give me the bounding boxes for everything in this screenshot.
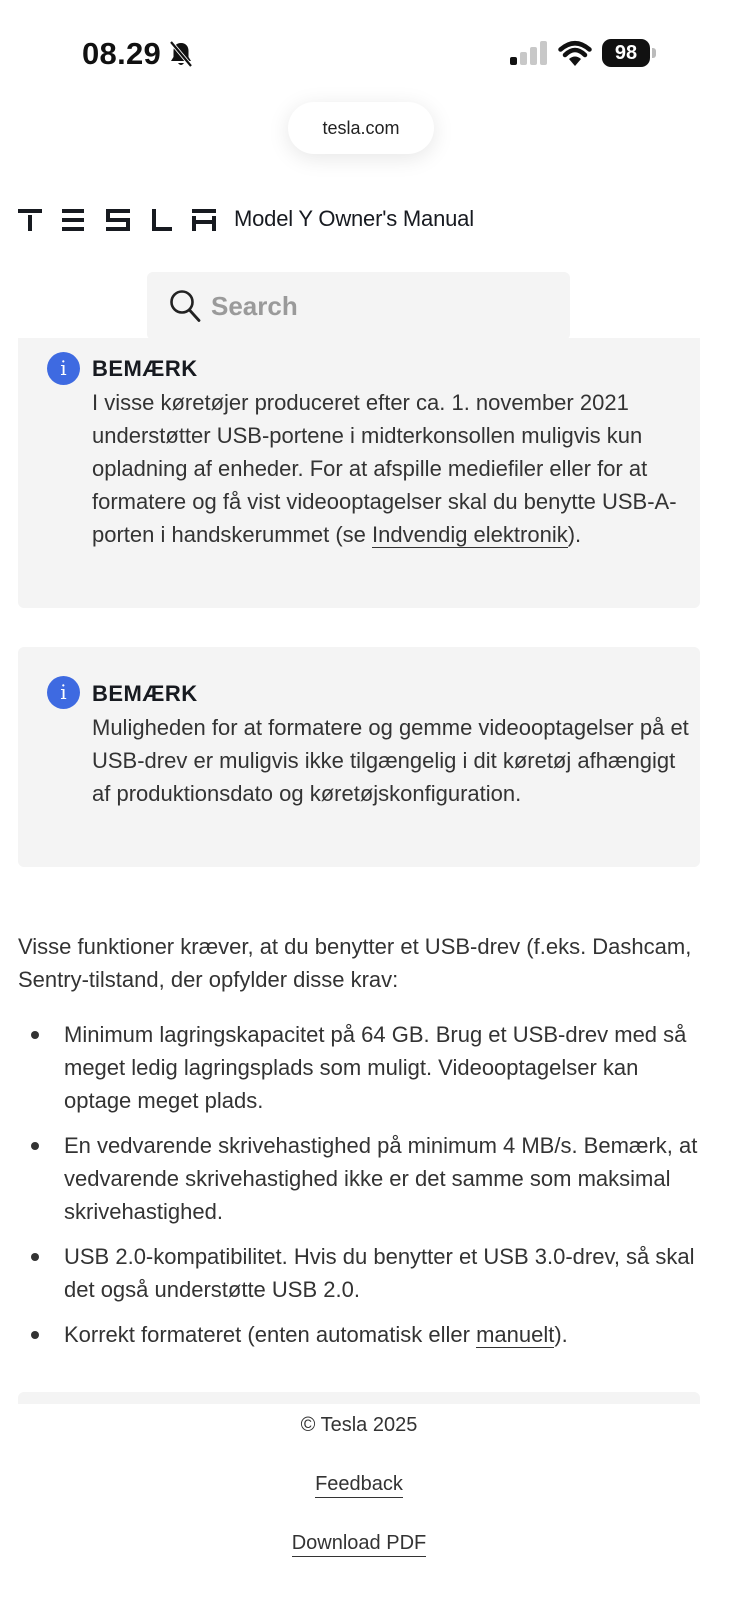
url-bar[interactable]: tesla.com — [288, 102, 434, 154]
intro-paragraph: Visse funktioner kræver, at du benytter et USB-drev (f.eks. Dashcam, Sentry-tilstand, der opfylder disse krav: — [18, 934, 692, 992]
note-heading: BEMÆRK — [92, 356, 198, 381]
status-bar — [0, 0, 736, 100]
footer-divider — [18, 1392, 700, 1404]
bell-slash-icon — [168, 40, 194, 68]
info-icon: i — [47, 676, 80, 709]
search-icon — [169, 289, 201, 323]
battery-icon — [602, 39, 656, 67]
note-heading: BEMÆRK — [92, 681, 198, 706]
note-text-part: I visse køretøjer produceret efter ca. 1. november 2021 understøtter USB-portene i midterkonsollen muligvis kun opladning af enheder. For at afspille mediefiler eller for at formatere og få vist videooptagelser skal du benytte USB-A-porten i handskerummet (se — [92, 390, 677, 547]
feedback-link[interactable]: Feedback — [315, 1473, 403, 1498]
link-manuelt[interactable]: manuelt — [476, 1322, 555, 1347]
page-title: Model Y Owner's Manual — [234, 206, 474, 231]
search-input[interactable] — [211, 272, 551, 340]
wifi-icon — [558, 40, 592, 66]
copyright: © Tesla 2025 — [300, 1414, 418, 1436]
note-box — [18, 647, 700, 867]
list-item-text: Korrekt formateret (enten automatisk eller — [64, 1322, 477, 1347]
download-pdf-row — [0, 1532, 718, 1555]
bullet — [31, 1142, 39, 1150]
note-text — [92, 386, 692, 551]
list-item-text: Minimum lagringskapacitet på 64 GB. Brug et USB-drev med så meget ledig lagringsplads som muligt. Videooptagelser kan optage meget plads. — [64, 1022, 687, 1113]
status-time: 08.29 — [82, 36, 162, 71]
search-box[interactable] — [147, 272, 570, 340]
list-item — [18, 1240, 708, 1306]
feedback-link-row — [0, 1473, 718, 1496]
note-box — [18, 338, 700, 608]
bullet — [31, 1331, 39, 1339]
list-item-text: En vedvarende skrivehastighed på minimum 4 MB/s. Bemærk, at vedvarende skrivehastighed ikke er det samme som maksimal skrivehastighed. — [64, 1133, 698, 1224]
list-item — [18, 1018, 708, 1117]
list-item — [18, 1318, 708, 1351]
list-item-text: ). — [554, 1322, 568, 1347]
bullet — [31, 1253, 39, 1261]
download-pdf-link[interactable]: Download PDF — [292, 1532, 427, 1557]
link-indvendig-elektronik[interactable]: Indvendig elektronik — [372, 522, 568, 547]
tesla-logo[interactable] — [18, 207, 218, 233]
battery-level: 98 — [602, 39, 650, 67]
info-icon: i — [47, 352, 80, 385]
bullet — [31, 1031, 39, 1039]
list-item — [18, 1129, 708, 1228]
battery-tip — [652, 48, 656, 58]
cellular-signal-icon — [510, 41, 548, 65]
list-item-text: USB 2.0-kompatibilitet. Hvis du benytter et USB 3.0-drev, så skal det også understøtte USB 2.0. — [64, 1244, 695, 1302]
note-text-part: ). — [567, 522, 582, 547]
requirements-list — [18, 1018, 708, 1363]
note-text: Muligheden for at formatere og gemme videooptagelser på et USB-drev er muligvis ikke tilgængelig i dit køretøj afhængigt af produktionsdato og køretøjskonfiguration. — [92, 715, 689, 806]
